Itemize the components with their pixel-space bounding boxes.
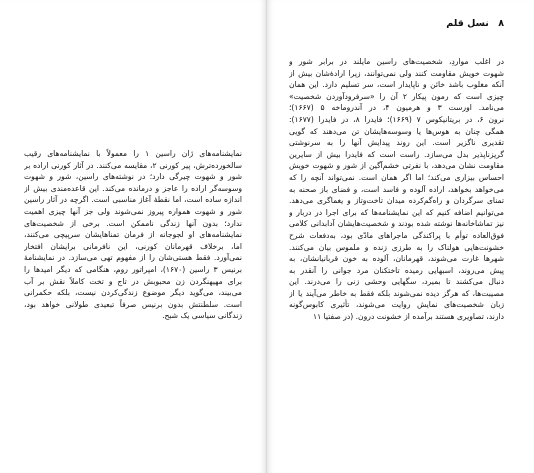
left-line: نمایشنامه‌های ژان راسین ۱ را معمولاً با نمایشنامه‌های رقیب (24, 149, 242, 158)
right-line: مقاومت نشان می‌دهد، با نفرتی خشم‌آگین از شور و شهوت خویش (289, 161, 504, 171)
left-line: شور و شهوت همواره پیروز نمی‌شوند ولی جز آنها چیزی اهمیت (24, 206, 242, 216)
right-line: دنبال می‌کشند تا بمیرد، سگهایی وحشی زنی را می‌درند. این (289, 277, 504, 287)
right-page (267, 0, 534, 473)
page-number: ۸ (498, 18, 504, 29)
left-line: برنیس ۳ راسین (۱۶۷۰)، امپراتور روم، هنگامی که دیگر امیدها را (24, 264, 242, 274)
right-line: شهوت خویش مقاومت کنند ولی نمی‌توانند، زیرا ارادۀشان بیش از (289, 68, 504, 78)
right-line: شهرها غارت می‌شوند، قهرمانان، آلوده به خون قربانیانشان، به (289, 254, 504, 264)
right-line: مصیبت‌ها، که هرگز دیده نمی‌شوند بلکه فقط به خاطر می‌آیند یا از (289, 288, 504, 298)
right-line: خشونت‌هایی هولناک را به طرزی زنده و ملموس بیان می‌کنند. (289, 242, 504, 252)
left-line: شور و شهوت چیرگی دارد؛ در نوشته‌های راسین، شور و شهوت (24, 172, 242, 182)
right-line: همگی چنان به هوس‌ها یا وسوسه‌هایشان تن می‌دهند که گویی (289, 126, 504, 136)
right-line: گریزناپذیر بدل می‌سازد. راست است که فایدرا بیش از سایرین (289, 149, 504, 159)
left-line: نمایشنامه‌های او لجوجانه از فرمان تمناهایشان سرپیچی می‌کنند، (24, 230, 242, 240)
left-line: است. سلطنتش بدون برنیس صرفاً تبعیدی طولانی خواهد بود، (24, 299, 242, 309)
left-line: ندارد؛ بدون آنها زندگی ناممکن است. برخی از شخصیت‌های (24, 218, 242, 228)
right-line: نیز تماشاخانه‌ها نوشته شده بودند و شخصیت‌هایشان آدابدانی کلامی (289, 219, 504, 229)
left-line: نمی‌آورد. فقط هستی‌شان را از مفهوم تهی می‌سازد. در نمایشنامۀ (24, 253, 242, 263)
left-page-text (24, 148, 242, 322)
left-line: زندگانی سیاسی یک شبح. (162, 311, 242, 321)
right-line: زبان شخصیت‌های نمایش روایت می‌شوند، تأثیری کابوس‌گونه (289, 300, 504, 310)
right-line: می‌نامد. اورست ۳ و هرمیون ۴، در آندروماخه ۵ (۱۶۶۷)؛ (289, 103, 504, 113)
left-line: سالخورده‌ترش، پیر کورنی ۲، مقایسه می‌کنند. در آثار کورنی اراده بر (24, 160, 242, 170)
running-head (446, 18, 504, 29)
left-line: اما، برخلاف قهرمانان کورنی، این نافرمانی برایشان افتخار (24, 241, 242, 251)
right-line: می‌خواهد بخواهد، اراده آلوده و فاسد است، و فضای باز صحنه به (289, 184, 504, 194)
left-line: می‌بیند، می‌گوید دیگر موضوع زندگی‌کردن نیست، بلکه حکمرانی (24, 288, 242, 298)
right-line: چیزی است که رمون پیکار ۲ آن را «سرفرودآوردن شخصیت» (289, 91, 504, 101)
right-line: احساس بیزاری می‌کند؛ اما اگر همان است. نمی‌تواند آنچه را که (289, 172, 504, 182)
left-line: وسوسه‌گر اراده را عاجز و درمانده می‌کند. این قاعده‌مندی بیش از (24, 183, 242, 193)
right-line: در اغلب مواردِ، شخصیت‌های راسین مایلند در برابر شور و (289, 57, 504, 66)
right-line: می‌توانیم اضافه کنیم که این نمایشنامه‌ها که برای اجرا در دربار و (289, 207, 504, 217)
right-line: تقدیری ناگزیر است. این روند پیدایش آنها را به سرنوشتی (289, 138, 504, 148)
right-line: نرون ۶، در بریتانیکوس ۷ (۱۶۶۹)؛ فایدرا ۸، در فایدرا (۱۶۷۷): (289, 114, 504, 124)
left-line: برای مهیهنگردن زن محبوبش در تاج و تخت کاملاً نقش بر آب (24, 276, 242, 286)
right-line: آنکه مغلوب باشد خائن و ناپایدار است، سر تسلیم دارد. این همان (289, 80, 504, 90)
right-line: فوق‌العاده توأم با پراکندگی ماجراهای مادّی بود، به‌دفعات شرح (289, 230, 504, 240)
right-line: دارند، تصاویری هستند برآمده از خشونت درون. (در صفتیا ۱۱ (313, 312, 504, 322)
right-page-text (289, 56, 504, 323)
left-line: اندازه ساده است، اما نقطۀ آغاز مناسبی است. اگرچه در آثار راسین (24, 195, 242, 205)
running-title: نسل قلم (446, 18, 489, 29)
right-line: تمنای سرگردان و راه‌گم‌کرده میدان تاخت‌وتاز و یغماگری می‌دهد. (289, 196, 504, 206)
right-line: پیش می‌روند، اسبهایی رمیده تاختکنان مرد جوانی را آنقدر به (289, 265, 504, 275)
